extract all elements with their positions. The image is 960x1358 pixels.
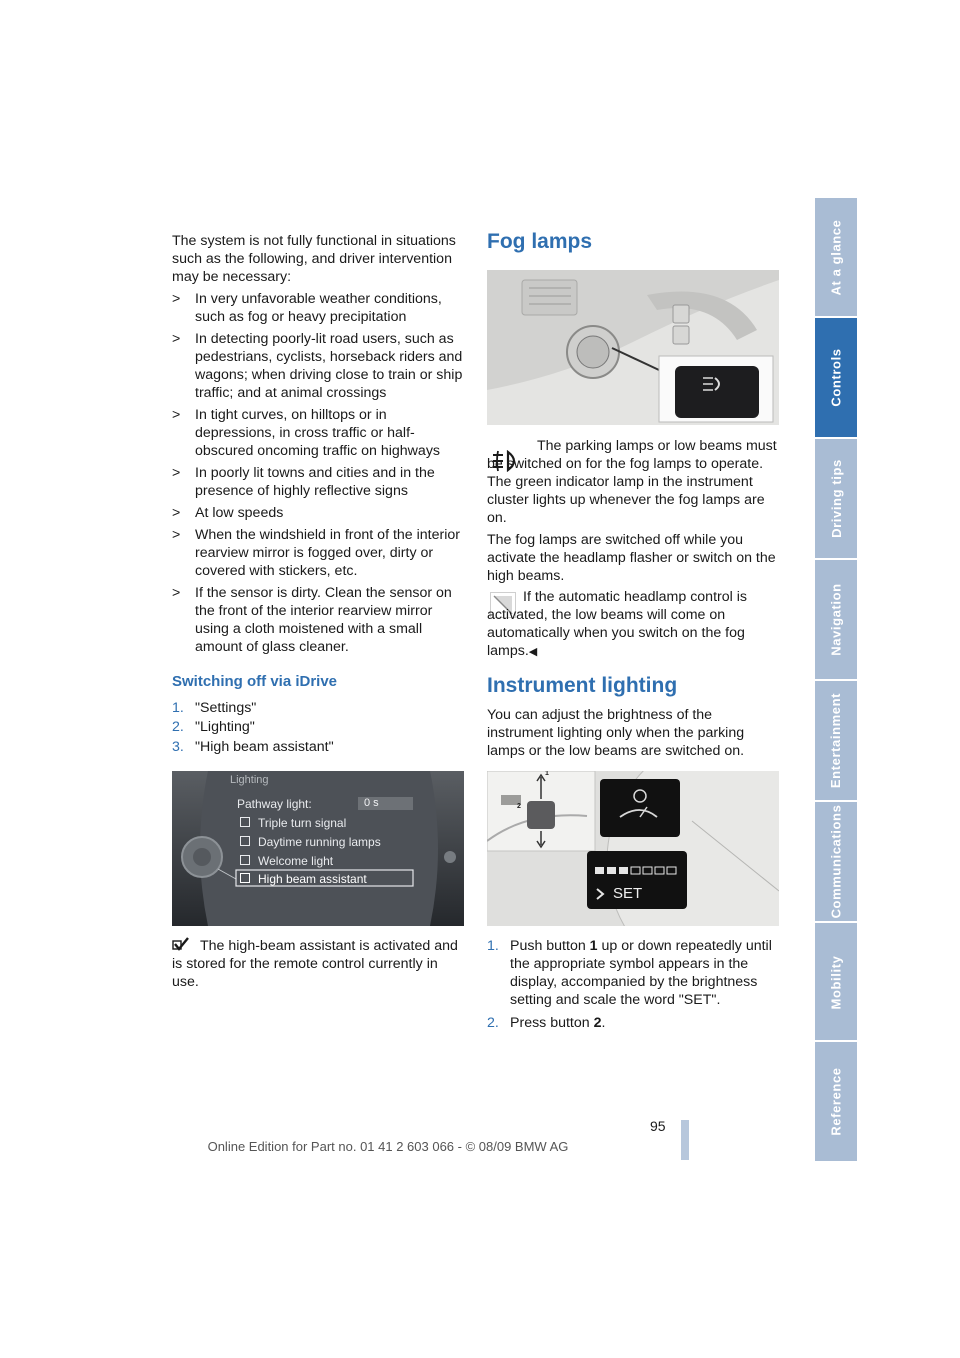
screen-option-selected xyxy=(240,872,367,886)
tab-label: Entertainment xyxy=(828,692,844,789)
note-text: The high-beam assistant is activated and is stored for the remote control currently in use. xyxy=(172,938,458,990)
bullet-mark: > xyxy=(172,527,181,543)
step-text-b: . xyxy=(601,1015,606,1031)
page-number: 95 xyxy=(650,1118,666,1134)
step-number: 1. xyxy=(487,938,499,954)
bullet-text: In very unfavorable weather conditions, such as fog or heavy precipitation xyxy=(195,291,442,325)
step-text: "Lighting" xyxy=(195,719,255,735)
bullet-mark: > xyxy=(172,407,181,423)
step-number: 1. xyxy=(172,700,184,716)
chapter-tabs xyxy=(815,198,857,1160)
screen-option-label: Triple turn signal xyxy=(258,816,347,830)
tab-controls[interactable] xyxy=(815,318,857,437)
screen-option-label: Daytime running lamps xyxy=(258,835,381,849)
list-item xyxy=(172,718,255,736)
screen-option-label: Welcome light xyxy=(258,854,334,868)
bullet-mark: > xyxy=(172,331,181,347)
list-item xyxy=(172,290,464,326)
step-text-a: Push button xyxy=(510,938,590,954)
tab-label: Controls xyxy=(828,348,844,407)
list-item xyxy=(172,738,334,756)
tab-communications[interactable] xyxy=(815,802,857,921)
list-item xyxy=(172,406,464,460)
button-ref: 1 xyxy=(589,938,598,954)
fog-note-text: If the automatic headlamp control is activated, the low beams will come on automatically when you switch on the fog lamps. xyxy=(487,589,747,659)
button-ref: 2 xyxy=(593,1015,602,1031)
step-text: "Settings" xyxy=(195,700,257,716)
step-text xyxy=(510,937,780,1009)
fog-lamp-illustration xyxy=(487,270,779,425)
screen-option xyxy=(240,835,381,849)
idrive-screen-image xyxy=(172,771,464,926)
fog-paragraph-2: The fog lamps are switched off while you activate the headlamp flasher or switch on the high beams. xyxy=(487,532,776,584)
tab-label: Navigation xyxy=(828,583,844,656)
step-text xyxy=(510,1014,605,1032)
fog-lamp-image xyxy=(487,270,779,425)
tab-label: Reference xyxy=(828,1067,844,1136)
tab-label: Mobility xyxy=(828,955,844,1010)
instrument-paragraph: You can adjust the brightness of the instrument lighting only when the parking lamps or the low beams are switched on. xyxy=(487,707,745,759)
list-item xyxy=(172,330,464,402)
screen-option-label: High beam assistant xyxy=(258,872,367,886)
bullet-text: If the sensor is dirty. Clean the sensor on the front of the interior rearview mirror using a cloth moistened with a small amount of glass cleaner. xyxy=(195,585,452,655)
instrument-lighting-image xyxy=(487,771,779,926)
bullet-text: At low speeds xyxy=(195,505,284,521)
callout-1: 1 xyxy=(545,771,549,777)
tab-navigation[interactable] xyxy=(815,560,857,679)
tab-label: At a glance xyxy=(828,219,844,296)
bullet-text: In detecting poorly-lit road users, such as pedestrians, cyclists, horseback riders and wagons; when driving close to train or ship traffic; and at animal crossings xyxy=(195,331,463,401)
step-number: 2. xyxy=(172,719,184,735)
intro-paragraph: The system is not fully functional in situations such as the following, and driver intervention may be necessary: xyxy=(172,233,456,285)
bullet-text: In poorly lit towns and cities and in the presence of highly reflective signs xyxy=(195,465,435,499)
step-number: 2. xyxy=(487,1015,499,1031)
fog-lamps-title: Fog lamps xyxy=(487,230,593,253)
list-item xyxy=(172,464,464,500)
tab-entertainment[interactable] xyxy=(815,681,857,800)
checked-checkbox-icon xyxy=(240,873,250,883)
checkbox-icon xyxy=(240,817,250,827)
list-item xyxy=(172,699,257,717)
tab-at-a-glance[interactable] xyxy=(815,198,857,317)
tab-label: Driving tips xyxy=(828,459,844,538)
bullet-mark: > xyxy=(172,505,181,521)
list-item xyxy=(172,526,464,580)
screen-title: Lighting xyxy=(230,774,269,786)
step-text: "High beam assistant" xyxy=(195,739,334,755)
bullet-mark: > xyxy=(172,291,181,307)
checkbox-icon xyxy=(240,855,250,865)
step-text-b: up or down repeatedly until the appropriate symbol appears in the display, accompanied by the brightness setting and scale the word "SET". xyxy=(510,938,772,1008)
screen-pathway-value: 0 s xyxy=(364,797,379,809)
tab-mobility[interactable] xyxy=(815,923,857,1042)
screen-pathway-label: Pathway light: xyxy=(237,797,312,811)
footer-edition-text: Online Edition for Part no. 01 41 2 603 066 - © 08/09 BMW AG xyxy=(207,1139,569,1154)
bullet-mark: > xyxy=(172,585,181,601)
screen-option xyxy=(240,816,346,830)
instrument-illustration xyxy=(487,771,779,926)
checkbox-icon xyxy=(240,836,250,846)
tab-label: Communications xyxy=(828,804,844,919)
bullet-text: When the windshield in front of the interior rearview mirror is fogged over, dirty or covered with stickers, etc. xyxy=(195,527,460,579)
note-paragraph xyxy=(172,937,464,991)
fog-note xyxy=(487,588,779,661)
bullet-text: In tight curves, on hilltops or in depressions, in cross traffic or half-obscured oncoming traffic on highways xyxy=(195,407,441,459)
checkmark-icon xyxy=(172,937,198,951)
bullet-mark: > xyxy=(172,465,181,481)
instrument-lighting-title: Instrument lighting xyxy=(487,674,678,697)
display-set-text: SET xyxy=(613,885,643,902)
list-item xyxy=(172,504,464,522)
section-title-idrive: Switching off via iDrive xyxy=(172,673,338,690)
footer-edition xyxy=(0,1139,960,1154)
tab-driving-tips[interactable] xyxy=(815,439,857,558)
step-number: 3. xyxy=(172,739,184,755)
callout-2: 2 xyxy=(517,803,521,810)
end-mark: ◀ xyxy=(528,646,538,658)
list-item xyxy=(172,584,464,656)
screen-option xyxy=(240,854,333,868)
fog-paragraph-1: The parking lamps or low beams must be switched on for the fog lamps to operate. The green indicator lamp in the instrument cluster lights up whenever the fog lamps are on. xyxy=(487,438,777,526)
step-text-a: Press button xyxy=(510,1015,594,1031)
